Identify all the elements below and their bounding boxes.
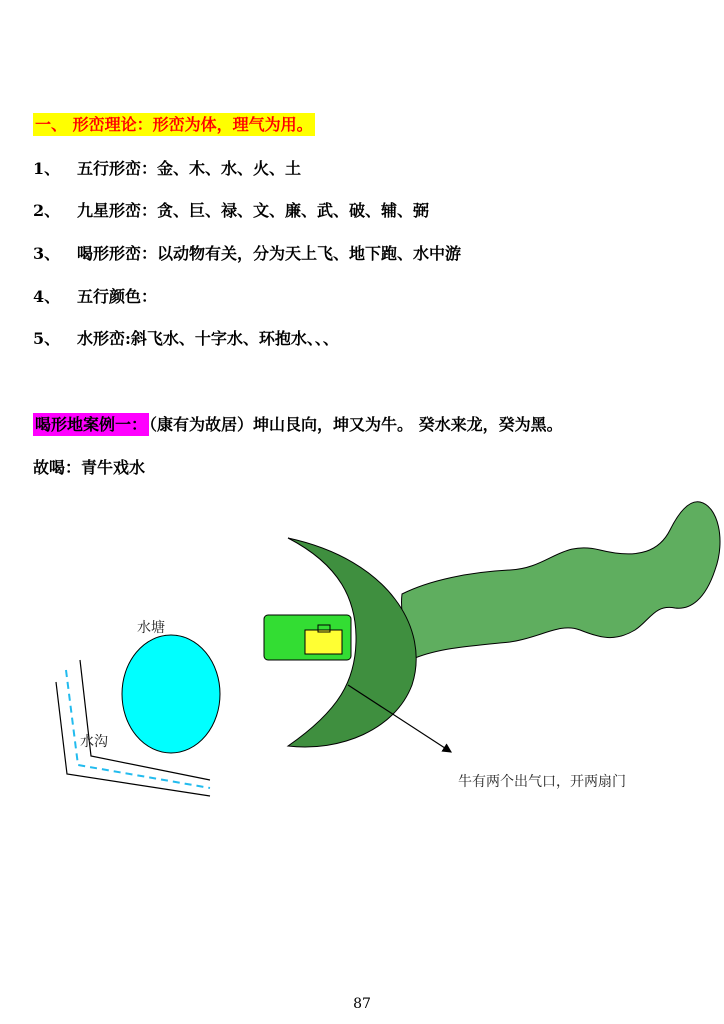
list-item bbox=[33, 328, 339, 350]
list-item bbox=[33, 200, 429, 222]
case-line-2: 故喝：青牛戏水 bbox=[33, 458, 146, 477]
list-item bbox=[33, 158, 301, 180]
item-text: 九星形峦：贪、巨、禄、文、廉、武、破、辅、弼 bbox=[77, 201, 430, 220]
item-text: 喝形形峦：以动物有关，分为天上飞、地下跑、水中游 bbox=[77, 244, 462, 263]
section-heading bbox=[33, 114, 315, 136]
item-number: 3、 bbox=[33, 244, 61, 263]
case-line bbox=[33, 414, 563, 436]
case-label: 喝形地案例一： bbox=[35, 415, 148, 434]
item-number: 1、 bbox=[33, 159, 61, 178]
case-text: （康有为故居）坤山艮向，坤又为牛。 癸水来龙，癸为黑。 bbox=[149, 415, 563, 434]
pond-label: 水塘 bbox=[137, 620, 165, 636]
item-number: 4、 bbox=[33, 287, 61, 306]
door-shape bbox=[305, 630, 342, 654]
river-shape bbox=[402, 502, 720, 658]
feng-shui-diagram bbox=[0, 490, 724, 830]
page-number: 87 bbox=[353, 996, 371, 1012]
list-item bbox=[33, 286, 157, 308]
item-text: 水形峦:斜飞水、十字水、环抱水、、、 bbox=[77, 329, 339, 348]
pond-ellipse bbox=[122, 635, 220, 753]
ditch-label: 水沟 bbox=[80, 734, 108, 750]
list-item bbox=[33, 243, 461, 265]
item-text: 五行颜色： bbox=[77, 287, 158, 306]
item-text: 五行形峦：金、木、水、火、土 bbox=[77, 159, 302, 178]
heading-highlight: 一、 形峦理论：形峦为体，理气为用。 bbox=[35, 115, 313, 134]
item-number: 5、 bbox=[33, 329, 61, 348]
item-number: 2、 bbox=[33, 201, 61, 220]
annotation-note: 牛有两个出气口，开两扇门 bbox=[458, 774, 626, 790]
